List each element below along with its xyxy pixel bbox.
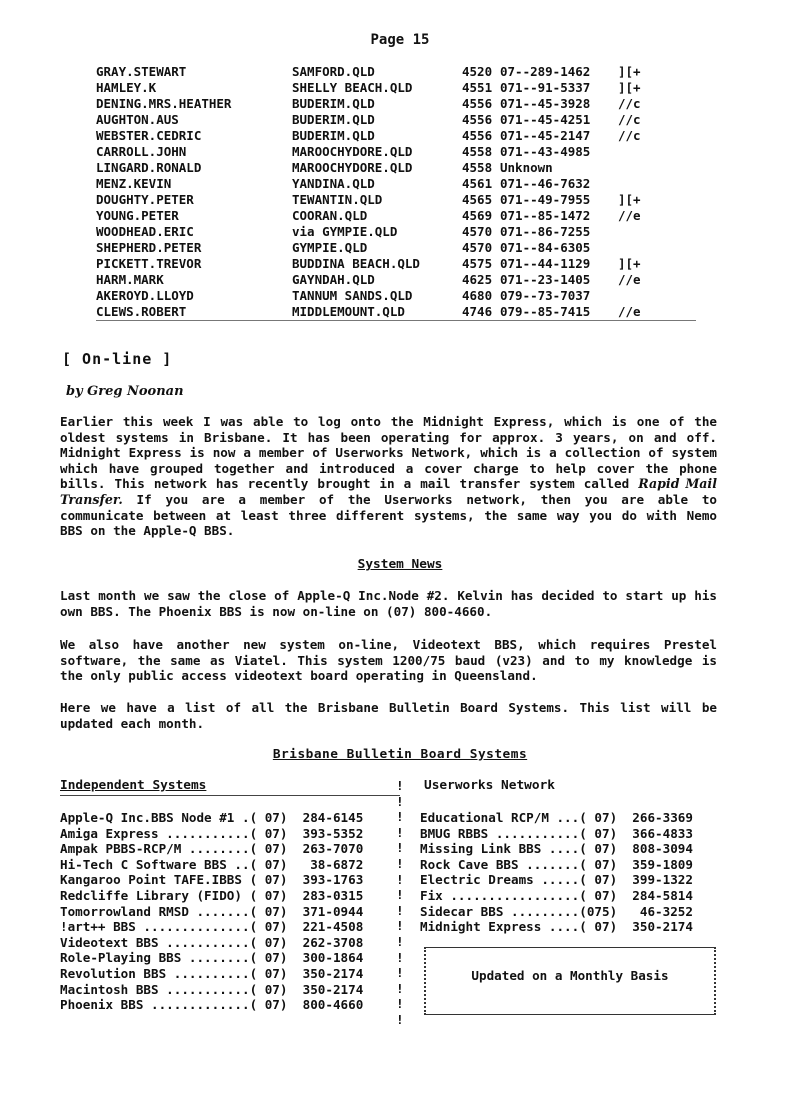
bbs-name: Kangaroo Point TAFE.IBBS	[60, 872, 250, 888]
member-row	[96, 288, 696, 304]
member-postcode: 4746	[462, 304, 493, 319]
member-town: BUDERIM.QLD	[292, 112, 375, 127]
bbs-phone: (075) 46-3252	[579, 903, 693, 919]
member-flag: ][+	[618, 64, 641, 79]
member-flag: //c	[618, 96, 641, 111]
member-name: HAMLEY.K	[96, 80, 157, 95]
bbs-name: !art++ BBS ..............	[60, 919, 250, 935]
bbs-phone: ( 07) 284-5814	[579, 887, 693, 903]
member-town: YANDINA.QLD	[292, 176, 375, 191]
member-phone: 071--91-5337	[500, 80, 591, 95]
bbs-list-item	[60, 826, 363, 842]
bbs-list-item	[60, 904, 363, 920]
bbs-list-item	[60, 966, 363, 982]
bbs-list-item	[420, 919, 693, 935]
member-postcode: 4561	[462, 176, 493, 191]
bbs-list-item	[60, 919, 363, 935]
bbs-phone: ( 07) 366-4833	[579, 825, 693, 841]
bbs-phone: ( 07) 808-3094	[579, 841, 693, 857]
member-phone: 071--85-1472	[500, 208, 591, 223]
bbs-phone: ( 07) 800-4660	[249, 997, 364, 1013]
member-row	[96, 112, 696, 128]
bbs-list-item	[420, 872, 693, 888]
bbs-list-item	[420, 857, 693, 873]
member-row	[96, 160, 696, 176]
paragraph-list-intro: Here we have a list of all the Brisbane Bulletin Board Systems. This list will be updated each month.	[60, 700, 717, 731]
member-phone: 071--84-6305	[500, 240, 591, 255]
member-town: BUDDINA BEACH.QLD	[292, 256, 420, 271]
member-phone: 071--86-7255	[500, 224, 591, 239]
bbs-list-item	[420, 841, 693, 857]
member-row	[96, 64, 696, 80]
member-flag	[618, 176, 658, 192]
bbs-name: Midnight Express ....	[420, 919, 580, 935]
member-row	[96, 208, 696, 224]
bbs-list-item	[60, 982, 363, 998]
member-phone: Unknown	[500, 160, 553, 175]
member-phone: 071--45-2147	[500, 128, 591, 143]
member-row	[96, 224, 696, 240]
member-name: GRAY.STEWART	[96, 64, 187, 79]
bbs-list-item	[420, 826, 693, 842]
userworks-network-list	[420, 810, 693, 935]
bbs-phone: ( 07) 283-0315	[249, 887, 364, 903]
member-name: MENZ.KEVIN	[96, 176, 172, 191]
member-list	[96, 64, 696, 321]
page-number: Page 15	[370, 32, 430, 48]
member-name: PICKETT.TREVOR	[96, 256, 202, 271]
independent-systems-heading: Independent Systems	[60, 778, 207, 793]
member-flag: //c	[618, 128, 641, 143]
member-town: MAROOCHYDORE.QLD	[292, 160, 413, 175]
member-town: MAROOCHYDORE.QLD	[292, 144, 413, 159]
bbs-list-item	[60, 810, 363, 826]
member-town: via GYMPIE.QLD	[292, 224, 398, 239]
member-name: WOODHEAD.ERIC	[96, 224, 194, 239]
member-postcode: 4520	[462, 64, 493, 79]
bbs-phone: ( 07) 393-1763	[249, 872, 364, 888]
bbs-phone: ( 07) 221-4508	[249, 919, 364, 935]
bbs-name: Phoenix BBS .............	[60, 997, 250, 1013]
byline: by Greg Noonan	[66, 384, 184, 399]
paragraph-midnight-express	[60, 414, 717, 539]
member-town: TEWANTIN.QLD	[292, 192, 383, 207]
bbs-list-item	[60, 888, 363, 904]
column-separator: ! ! ! ! ! ! ! ! ! ! ! ! ! ! ! !	[396, 779, 404, 1028]
bbs-name: Missing Link BBS ....	[420, 841, 580, 857]
bbs-phone: ( 07) 350-2174	[249, 981, 364, 997]
bbs-list-item	[420, 888, 693, 904]
member-name: LINGARD.RONALD	[96, 160, 202, 175]
para1-text-b: If you are a member of the Userworks network, then you are able to communicate between at least three different systems, the same way you do with Nemo BBS on the Apple-Q BBS.	[60, 491, 717, 539]
member-town: MIDDLEMOUNT.QLD	[292, 304, 405, 319]
member-row	[96, 256, 696, 272]
member-row	[96, 80, 696, 96]
member-name: AUGHTON.AUS	[96, 112, 179, 127]
member-name: CARROLL.JOHN	[96, 144, 187, 159]
member-row	[96, 192, 696, 208]
member-town: SHELLY BEACH.QLD	[292, 80, 413, 95]
bbs-list-item	[60, 950, 363, 966]
bbs-list-item	[60, 997, 363, 1013]
bbs-name: Electric Dreams .....	[420, 872, 580, 888]
member-row	[96, 304, 696, 321]
member-phone: 071--44-1129	[500, 256, 591, 271]
member-town: GAYNDAH.QLD	[292, 272, 375, 287]
member-postcode: 4558	[462, 160, 493, 175]
bbs-name: Fix .................	[420, 887, 580, 903]
member-flag	[618, 288, 658, 304]
member-phone: 071--49-7955	[500, 192, 591, 207]
member-name: SHEPHERD.PETER	[96, 240, 202, 255]
bbs-name: Role-Playing BBS ........	[60, 950, 250, 966]
para1-emphasis: Rapid Mail Transfer.	[60, 476, 717, 507]
column-divider-line	[60, 795, 400, 796]
bbs-name: Rock Cave BBS .......	[420, 856, 580, 872]
member-flag: //e	[618, 304, 641, 319]
bbs-name: Hi-Tech C Software BBS ..	[60, 856, 250, 872]
member-phone: 071--45-3928	[500, 96, 591, 111]
paragraph-videotext: We also have another new system on-line, Videotext BBS, which requires Prestel software, the same as Viatel. This system 1200/75 baud (v23) and to my knowledge is the only public access videotext board operating in Queensland.	[60, 637, 717, 684]
bbs-phone: ( 07) 393-5352	[249, 825, 364, 841]
member-postcode: 4570	[462, 224, 493, 239]
system-news-heading: System News	[357, 557, 443, 572]
member-flag: ][+	[618, 192, 641, 207]
bbs-phone: ( 07) 284-6145	[249, 810, 364, 825]
member-row	[96, 144, 696, 160]
bbs-name: Tomorrowland RMSD .......	[60, 903, 250, 919]
member-flag: //e	[618, 208, 641, 223]
member-town: COORAN.QLD	[292, 208, 368, 223]
member-town: GYMPIE.QLD	[292, 240, 368, 255]
member-postcode: 4565	[462, 192, 493, 207]
member-row	[96, 96, 696, 112]
bbs-list-item	[420, 904, 693, 920]
bbs-list-item	[60, 935, 363, 951]
bbs-name: Amiga Express ...........	[60, 825, 250, 841]
member-postcode: 4558	[462, 144, 493, 159]
member-name: CLEWS.ROBERT	[96, 304, 187, 319]
bbs-list-heading: Brisbane Bulletin Board Systems	[272, 747, 528, 762]
member-name: WEBSTER.CEDRIC	[96, 128, 202, 143]
bbs-name: Videotext BBS ...........	[60, 934, 250, 950]
member-name: HARM.MARK	[96, 272, 164, 287]
bbs-name: BMUG RBBS ...........	[420, 825, 580, 841]
member-name: DOUGHTY.PETER	[96, 192, 194, 207]
bbs-name: Sidecar BBS .........	[420, 903, 580, 919]
bbs-list-item	[60, 857, 363, 873]
bbs-name: Revolution BBS ..........	[60, 965, 250, 981]
member-phone: 071--43-4985	[500, 144, 591, 159]
bbs-phone: ( 07) 350-2174	[249, 965, 364, 981]
member-postcode: 4556	[462, 112, 493, 127]
member-flag: //c	[618, 112, 641, 127]
bbs-list-item	[60, 872, 363, 888]
paragraph-node-closure: Last month we saw the close of Apple-Q Inc.Node #2. Kelvin has decided to start up his own BBS. The Phoenix BBS is now on-line on (07) 800-4660.	[60, 588, 717, 619]
member-postcode: 4625	[462, 272, 493, 287]
bbs-phone: ( 07) 38-6872	[249, 856, 364, 872]
section-heading: [ On-line ]	[62, 350, 173, 368]
bbs-phone: ( 07) 300-1864	[249, 950, 364, 966]
bbs-phone: ( 07) 359-1809	[579, 856, 693, 872]
member-flag: ][+	[618, 80, 641, 95]
member-postcode: 4680	[462, 288, 493, 303]
member-row	[96, 272, 696, 288]
member-flag	[618, 224, 658, 240]
member-postcode: 4569	[462, 208, 493, 223]
para1-text-a: Earlier this week I was able to log onto the Midnight Express, which is one of the oldest systems in Brisbane. It has been operating for approx. 3 years, on and off. Midnight Express is now a member of Userworks Network, which is a collection of system which have grouped together and introduced a cover charge to help cover the phone bills. This network has recently brought in a mail transfer system called	[60, 414, 717, 492]
member-name: AKEROYD.LLOYD	[96, 288, 194, 303]
member-phone: 07--289-1462	[500, 64, 591, 79]
member-postcode: 4570	[462, 240, 493, 255]
bbs-phone: ( 07) 399-1322	[579, 872, 693, 888]
member-town: SAMFORD.QLD	[292, 64, 375, 79]
bbs-list-item	[420, 810, 693, 826]
bbs-name: Apple-Q Inc.BBS Node #1 .	[60, 810, 250, 825]
update-notice: Updated on a Monthly Basis	[471, 968, 669, 983]
member-postcode: 4556	[462, 96, 493, 111]
member-phone: 071--45-4251	[500, 112, 591, 127]
member-phone: 079--73-7037	[500, 288, 591, 303]
bbs-name: Macintosh BBS ...........	[60, 981, 250, 997]
member-postcode: 4575	[462, 256, 493, 271]
update-notice-box	[424, 947, 716, 1015]
member-town: TANNUM SANDS.QLD	[292, 288, 413, 303]
userworks-network-heading: Userworks Network	[424, 778, 555, 793]
member-flag: ][+	[618, 256, 641, 271]
member-flag	[618, 160, 658, 176]
bbs-name: Educational RCP/M ...	[420, 810, 580, 825]
member-row	[96, 176, 696, 192]
bbs-phone: ( 07) 262-3708	[249, 934, 364, 950]
member-flag: //e	[618, 272, 641, 287]
member-postcode: 4551	[462, 80, 493, 95]
member-flag	[618, 240, 658, 256]
member-row	[96, 128, 696, 144]
member-town: BUDERIM.QLD	[292, 96, 375, 111]
member-phone: 071--23-1405	[500, 272, 591, 287]
member-row	[96, 240, 696, 256]
independent-systems-list	[60, 810, 363, 1013]
bbs-list-item	[60, 841, 363, 857]
member-phone: 071--46-7632	[500, 176, 591, 191]
member-name: DENING.MRS.HEATHER	[96, 96, 232, 111]
bbs-name: Redcliffe Library (FIDO)	[60, 887, 250, 903]
bbs-phone: ( 07) 263-7070	[249, 841, 364, 857]
bbs-phone: ( 07) 371-0944	[249, 903, 364, 919]
bbs-phone: ( 07) 266-3369	[579, 810, 693, 825]
member-name: YOUNG.PETER	[96, 208, 179, 223]
member-postcode: 4556	[462, 128, 493, 143]
bbs-name: Ampak PBBS-RCP/M ........	[60, 841, 250, 857]
member-town: BUDERIM.QLD	[292, 128, 375, 143]
bbs-phone: ( 07) 350-2174	[579, 919, 693, 935]
member-flag	[618, 144, 658, 160]
member-phone: 079--85-7415	[500, 304, 591, 319]
